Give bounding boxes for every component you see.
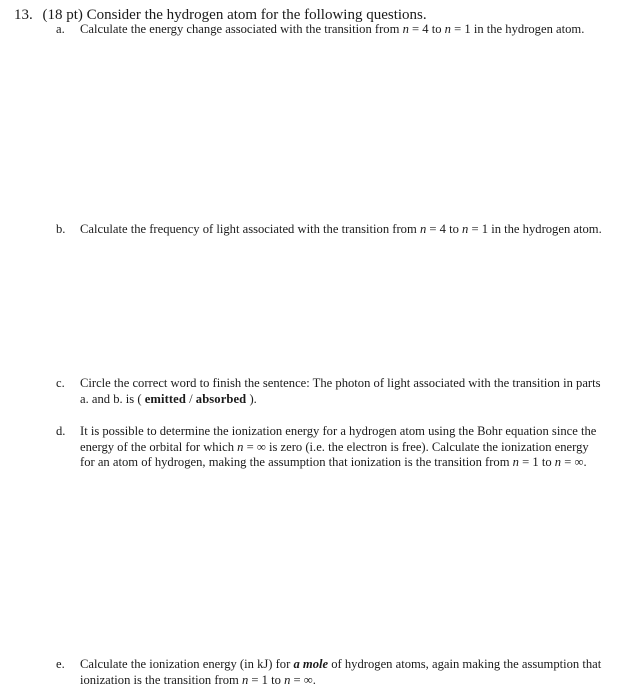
part-b-n-symbol-2: n	[462, 222, 469, 236]
part-e-emphasis: a mole	[293, 657, 329, 671]
part-e	[56, 657, 604, 688]
option-absorbed[interactable]: absorbed	[195, 391, 247, 406]
part-e-n-symbol-2: n	[284, 672, 291, 687]
question-points: (18 pt)	[42, 7, 83, 23]
option-emitted[interactable]: emitted	[144, 391, 186, 406]
part-d-text-2: = ∞ is zero (i.e. the electron is free). Calculate the ionization energy for an atom of hydrogen, making the assumption that ionization is the transition from	[80, 439, 589, 469]
part-b-text-3: = 1 in the hydrogen atom.	[471, 222, 602, 236]
part-d-text	[80, 424, 604, 471]
part-e-text-4: = ∞.	[293, 672, 316, 687]
part-a-n-symbol: n	[402, 22, 409, 36]
part-d-text-3: = 1 to	[522, 455, 552, 469]
part-d-letter: d.	[56, 424, 66, 438]
part-a-n-symbol-2: n	[444, 22, 451, 36]
part-b-text	[80, 222, 604, 238]
question-prompt: Consider the hydrogen atom for the following questions.	[86, 7, 427, 23]
part-b	[56, 222, 604, 238]
part-d-n-symbol-2: n	[512, 455, 519, 469]
part-c-letter: c.	[56, 376, 65, 390]
part-a	[56, 22, 604, 38]
part-e-letter: e.	[56, 657, 65, 671]
part-e-text-3: = 1 to	[251, 672, 281, 687]
part-c-text-1: Circle the correct word to finish the sentence: The photon of light associated with the transition in parts a. and b. is (	[80, 376, 601, 406]
part-e-n-symbol: n	[241, 672, 249, 687]
part-d-text-1: It is possible to determine the ionization energy for a hydrogen atom using the Bohr equation since the energy of the orbital for which	[80, 424, 597, 454]
part-b-letter: b.	[56, 222, 66, 236]
part-b-n-symbol: n	[419, 222, 427, 236]
part-c	[56, 376, 604, 407]
part-a-text-2: = 4 to	[412, 22, 442, 36]
part-a-letter: a.	[56, 22, 65, 36]
part-a-text-1: Calculate the energy change associated with the transition from	[80, 22, 400, 36]
option-separator: /	[189, 391, 193, 406]
part-d	[56, 424, 604, 471]
part-b-text-1: Calculate the frequency of light associated with the transition from	[80, 222, 417, 236]
part-e-text-1: Calculate the ionization energy (in kJ) for	[80, 657, 291, 671]
part-c-text-2: ).	[249, 391, 257, 406]
part-a-text	[80, 22, 604, 38]
part-d-n-symbol: n	[237, 439, 244, 454]
question-number: 13.	[14, 7, 33, 23]
part-e-text	[80, 657, 604, 688]
part-e-text-2: of hydrogen atoms, again making the assumption that ionization is the transition from	[80, 657, 602, 687]
part-d-text-4: = ∞.	[564, 455, 587, 469]
part-b-text-2: = 4 to	[429, 222, 459, 236]
part-d-n-symbol-3: n	[554, 455, 562, 469]
part-c-text	[80, 376, 604, 407]
part-a-text-3: = 1 in the hydrogen atom.	[454, 22, 585, 36]
